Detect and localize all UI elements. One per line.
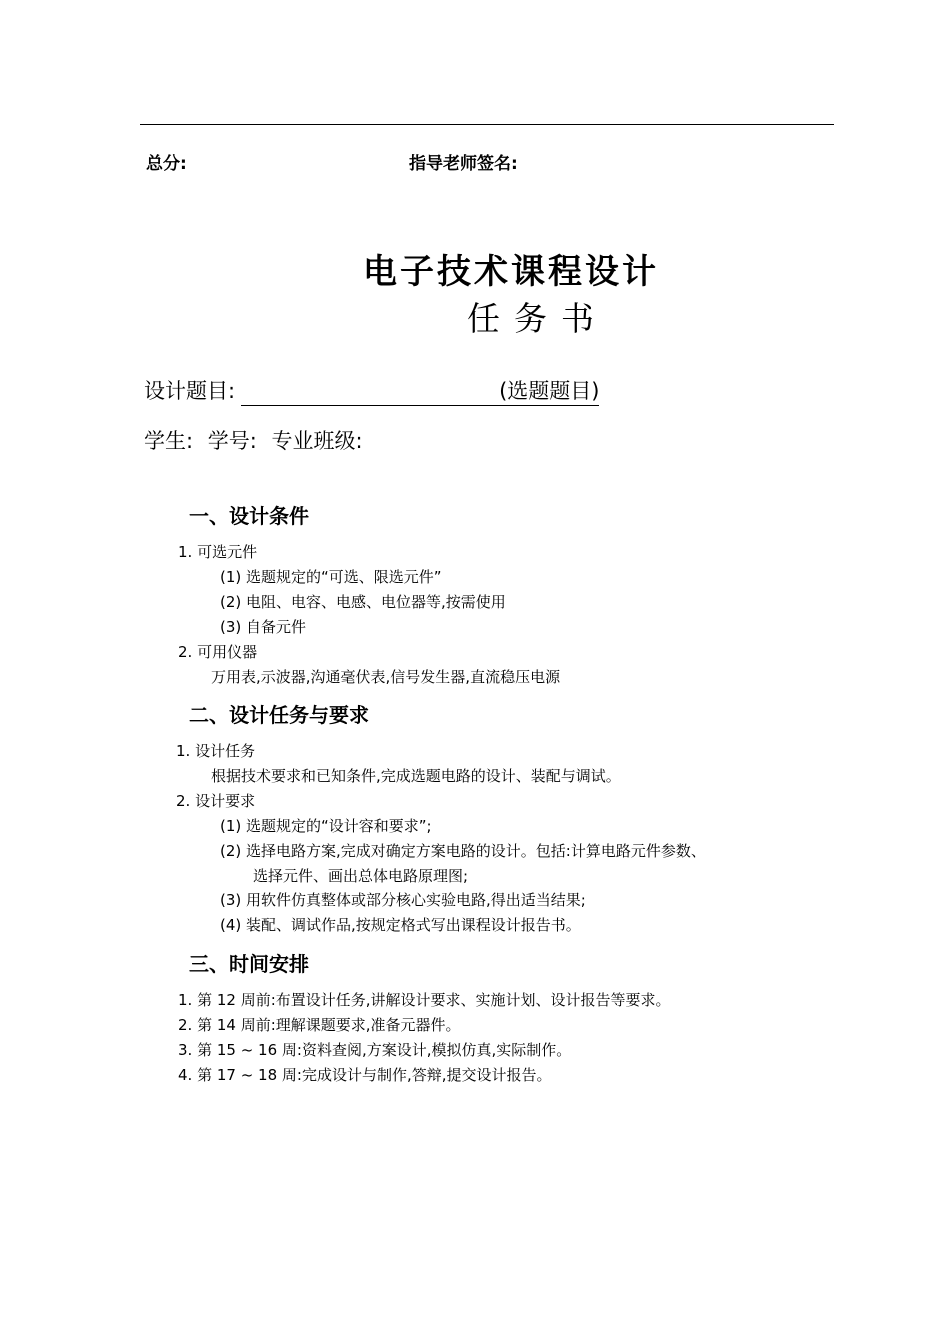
- list-item: 2. 第 14 周前:理解课题要求,准备元器件。: [178, 1016, 461, 1034]
- list-item: 选择元件、画出总体电路原理图;: [253, 867, 469, 885]
- section2-sub2: 2. 设计要求: [176, 792, 256, 810]
- document-title: 电子技术课程设计: [363, 252, 659, 292]
- advisor-signature-label: 指导老师签名:: [409, 154, 518, 174]
- section2-heading: 二、设计任务与要求: [189, 703, 369, 727]
- section1-heading: 一、设计条件: [189, 504, 309, 528]
- major-class-label: 专业班级:: [271, 429, 363, 453]
- header-rule: [140, 124, 834, 125]
- section1-sub1: 1. 可选元件: [178, 543, 258, 561]
- section1-sub2: 2. 可用仪器: [178, 643, 258, 661]
- list-item: (2) 选择电路方案,完成对确定方案电路的设计。包括:计算电路元件参数、: [220, 842, 706, 860]
- section2-sub1: 1. 设计任务: [176, 742, 256, 760]
- total-score-label: 总分:: [146, 154, 187, 174]
- design-topic-label: 设计题目:: [144, 379, 236, 403]
- list-item: 1. 第 12 周前:布置设计任务,讲解设计要求、实施计划、设计报告等要求。: [178, 991, 671, 1009]
- list-item: 3. 第 15 ~ 16 周:资料查阅,方案设计,模拟仿真,实际制作。: [178, 1041, 572, 1059]
- instrument-list: 万用表,示波器,沟通毫伏表,信号发生器,直流稳压电源: [211, 668, 561, 686]
- list-item: (3) 自备元件: [220, 618, 307, 636]
- student-label: 学生:: [144, 429, 194, 453]
- list-item: (2) 电阻、电容、电感、电位器等,按需使用: [220, 593, 506, 611]
- list-item: (1) 选题规定的“可选、限选元件”: [220, 568, 442, 586]
- list-item: (1) 选题规定的“设计容和要求”;: [220, 817, 432, 835]
- topic-blank-line: [241, 383, 499, 406]
- document-subtitle: 任务书: [467, 299, 608, 338]
- list-item: (4) 装配、调试作品,按规定格式写出课程设计报告书。: [220, 916, 581, 934]
- topic-value: (选题题目): [499, 375, 599, 406]
- design-topic-line: [144, 375, 599, 406]
- list-item: 4. 第 17 ~ 18 周:完成设计与制作,答辩,提交设计报告。: [178, 1066, 552, 1084]
- student-number-label: 学号:: [207, 429, 257, 453]
- student-info-line: [144, 425, 363, 455]
- section3-heading: 三、时间安排: [189, 952, 309, 976]
- list-item: (3) 用软件仿真整体或部分核心实验电路,得出适当结果;: [220, 891, 586, 909]
- design-task-text: 根据技术要求和已知条件,完成选题电路的设计、装配与调试。: [211, 767, 621, 785]
